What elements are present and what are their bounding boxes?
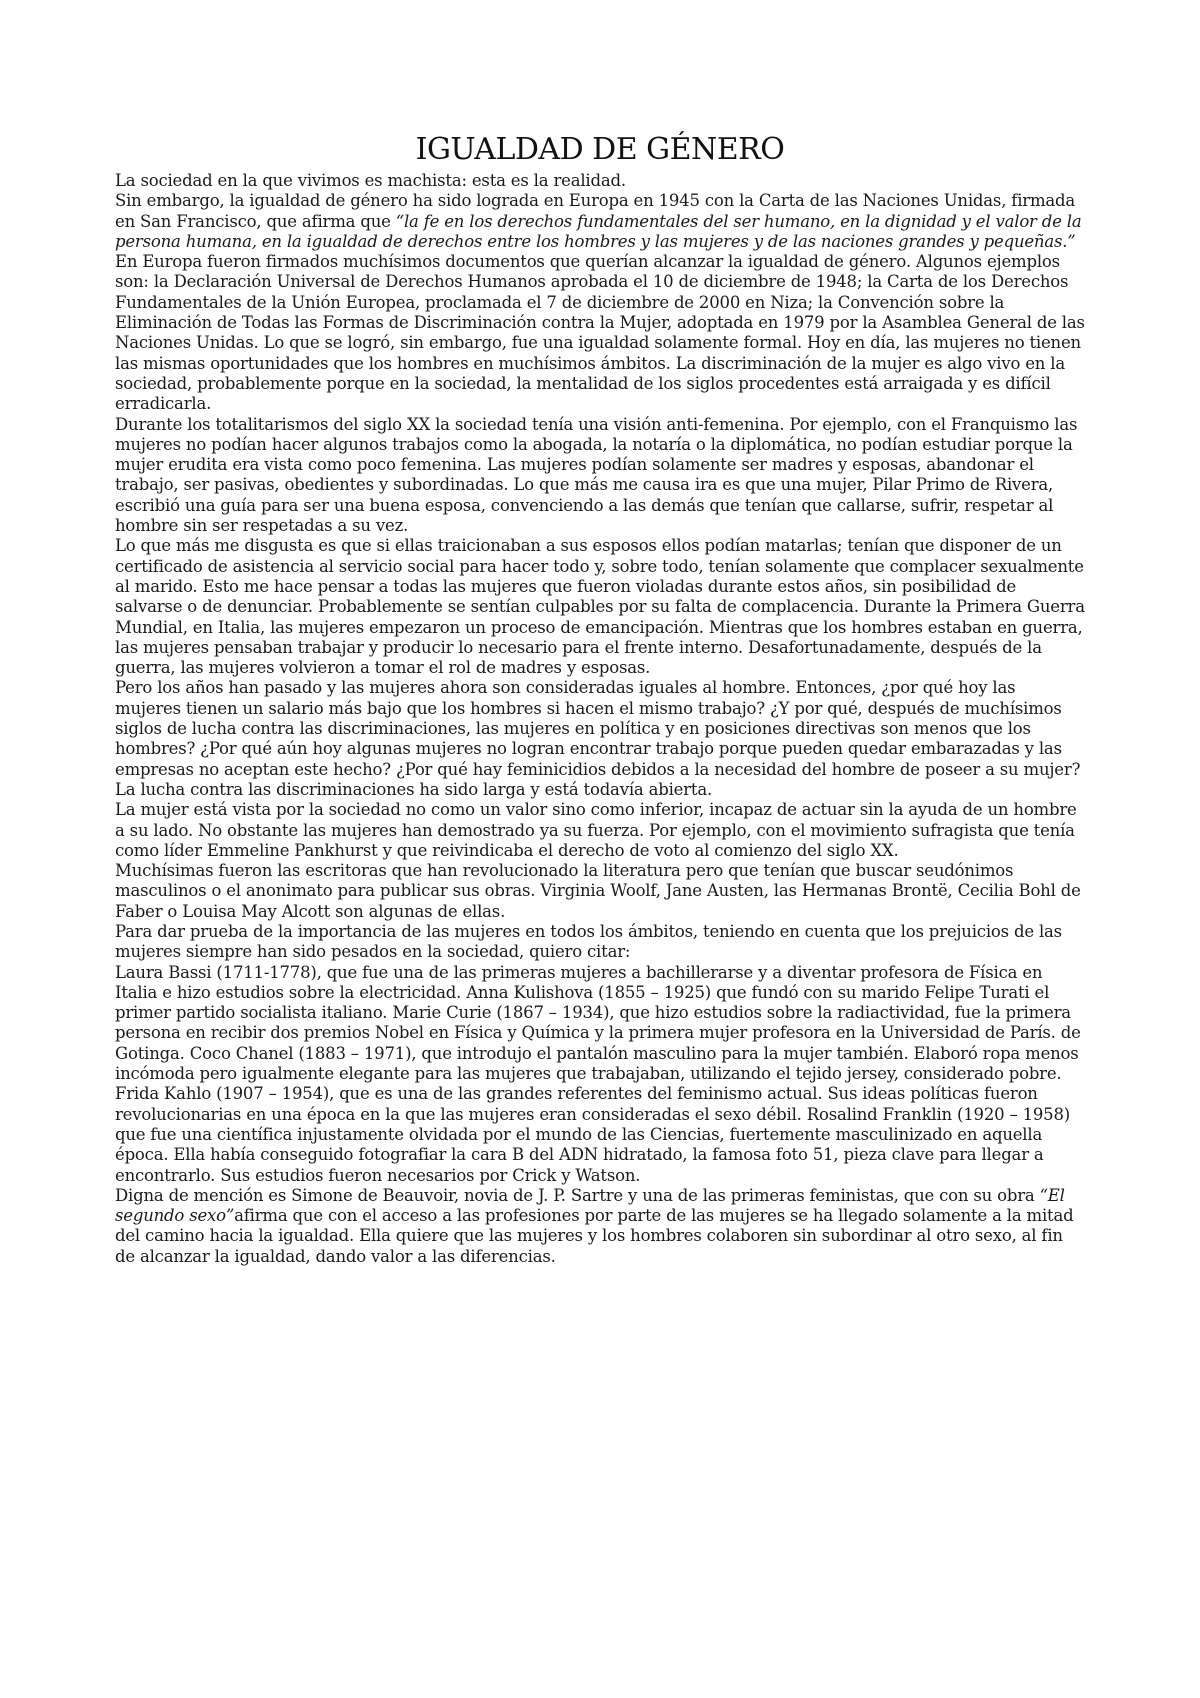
paragraph-text: Durante los totalitarismos del siglo XX la sociedad tenía una visión anti-femenina. Por ejemplo, con el Franquismo las mujeres no podían hacer algunos trabajos como la abogada, la notaría o la diplomática, no podían estudiar porque la mujer erudita era vista como poco femenina. Las mujeres podían solamente ser madres y esposas, abandonar el trabajo, ser pasivas, obedientes y subordinadas. Lo que más me causa ira es que una mujer, Pilar Primo de Rivera, escribió una guía para ser una buena esposa, convenciendo a las demás que tenían que callarse, sufrir, respetar al hombre sin ser respetadas a su vez. [115, 414, 1078, 536]
paragraph-text: Pero los años han pasado y las mujeres ahora son consideradas iguales al hombre. Entonces, ¿por qué hoy las mujeres tienen un salario más bajo que los hombres si hacen el mismo trabajo? ¿Y por qué, después de muchísimos siglos de lucha contra las discriminaciones, las mujeres en política y en posiciones directivas son menos que los hombres? ¿Por qué aún hoy algunas mujeres no logran encontrar trabajo porque pueden quedar embarazadas y las empresas no aceptan este hecho? ¿Por qué hay feminicidios debidos a la necesidad del hombre de poseer a su mujer? [115, 678, 1081, 779]
paragraph-text: Digna de mención es Simone de Beauvoir, novia de J. P. Sartre y una de las primeras feministas, que con su obra [115, 1185, 1040, 1205]
body-paragraph [115, 171, 1085, 191]
paragraph-text: La sociedad en la que vivimos es machista: esta es la realidad. [115, 171, 626, 190]
paragraph-text: Lo que más me disgusta es que si ellas traicionaban a sus esposos ellos podían matarlas; tenían que disponer de un certificado de asistencia al servicio social para hacer todo y, sobre todo, tenían solamente que complacer sexualmente al marido. Esto me hace pensar a todas las mujeres que fueron violadas durante estos años, sin posibilidad de salvarse o de denunciar. Probablemente se sentían culpables por su falta de complacencia. Durante la Primera Guerra Mundial, en Italia, las mujeres empezaron un proceso de emancipación. Mientras que los hombres estaban en guerra, las mujeres pensaban trabajar y producir lo necesario para el frente interno. Desafortunadamente, después de la guerra, las mujeres volvieron a tomar el rol de madres y esposas. [115, 536, 1085, 678]
paragraph-text: En Europa fueron firmados muchísimos documentos que querían alcanzar la igualdad de género. Algunos ejemplos son: la Declaración Universal de Derechos Humanos aprobada el 10 de diciembre de 1948; la Carta de los Derechos Fundamentales de la Unión Europea, proclamada el 7 de diciembre de 2000 en Niza; la Convención sobre la Eliminación de Todas las Formas de Discriminación contra la Mujer, adoptada en 1979 por la Asamblea General de las Naciones Unidas. Lo que se logró, sin embargo, fue una igualdad solamente formal. Hoy en día, las mujeres no tienen las mismas oportunidades que los hombres en muchísimos ámbitos. La discriminación de la mujer es algo vivo en la sociedad, probablemente porque en la sociedad, la mentalidad de los siglos procedentes está arraigada y es difícil erradicarla. [115, 252, 1085, 414]
body-paragraph [115, 1186, 1085, 1267]
body-paragraph [115, 922, 1085, 963]
document-page [115, 130, 1085, 1267]
body-paragraph [115, 780, 1085, 800]
body-paragraph [115, 191, 1085, 252]
paragraph-text: Sin embargo, la igualdad de género ha sido lograda en Europa en 1945 con la Carta de las Naciones Unidas, firmada en San Francisco, que afirma que [115, 191, 1076, 231]
body-paragraph [115, 678, 1085, 779]
body-paragraph [115, 252, 1085, 414]
paragraph-text: afirma que con el acceso a las profesiones por parte de las mujeres se ha llegado solamente a la mitad del camino hacia la igualdad. Ella quiere que las mujeres y los hombres colaboren sin subordinar al otro sexo, al fin de alcanzar la igualdad, dando valor a las diferencias. [115, 1206, 1074, 1266]
paragraph-text: Para dar prueba de la importancia de las mujeres en todos los ámbitos, teniendo en cuenta que los prejuicios de las mujeres siempre han sido pesados en la sociedad, quiero citar: [115, 921, 1062, 962]
body-paragraph [115, 861, 1085, 922]
body-paragraph [115, 800, 1085, 861]
paragraph-text: Laura Bassi (1711-1778), que fue una de las primeras mujeres a bachillerarse y a diventar profesora de Física en Italia e hizo estudios sobre la electricidad. Anna Kulishova (1855 – 1925) que fundó con su marido Felipe Turati el primer partido socialista italiano. Marie Curie (1867 – 1934), que hizo estudios sobre la radiactividad, fue la primera persona en recibir dos premios Nobel en Física y Química y la primera mujer profesora en la Universidad de París. de Gotinga. Coco Chanel (1883 – 1971), que introdujo el pantalón masculino para la mujer también. Elaboró ropa menos incómoda pero igualmente elegante para las mujeres que trabajaban, utilizando el tejido jersey, considerado pobre. Frida Kahlo (1907 – 1954), que es una de las grandes referentes del feminismo actual. Sus ideas políticas fueron revolucionarias en una época en la que las mujeres eran consideradas el sexo débil. Rosalind Franklin (1920 – 1958) que fue una científica injustamente olvidada por el mundo de las Ciencias, fuertemente masculinizado en aquella época. Ella había conseguido fotografiar la cara B del ADN hidratado, la famosa foto 51, pieza clave para llegar a encontrarlo. Sus estudios fueron necesarios por Crick y Watson. [115, 962, 1081, 1185]
document-body [115, 171, 1085, 1267]
paragraph-text: Muchísimas fueron las escritoras que han revolucionado la literatura pero que tenían que buscar seudónimos masculinos o el anonimato para publicar sus obras. Virginia Woolf, Jane Austen, las Hermanas Brontë, Cecilia Bohl de Faber o Louisa May Alcott son algunas de ellas. [115, 861, 1081, 921]
italic-quote: “El segundo sexo” [115, 1185, 1065, 1226]
body-paragraph [115, 536, 1085, 678]
italic-quote: “la fe en los derechos fundamentales del ser humano, en la dignidad y el valor de la persona humana, en la igualdad de derechos entre los hombres y las mujeres y de las naciones grandes y pequeñas.” [115, 211, 1082, 251]
body-paragraph [115, 963, 1085, 1186]
paragraph-text: La lucha contra las discriminaciones ha sido larga y está todavía abierta. [115, 779, 713, 799]
paragraph-text: La mujer está vista por la sociedad no como un valor sino como inferior, incapaz de actuar sin la ayuda de un hombre a su lado. No obstante las mujeres han demostrado ya su fuerza. Por ejemplo, con el movimiento sufragista que tenía como líder Emmeline Pankhurst y que reivindicaba el derecho de voto al comienzo del siglo XX. [115, 800, 1077, 860]
body-paragraph [115, 415, 1085, 537]
document-title: IGUALDAD DE GÉNERO [415, 132, 785, 167]
